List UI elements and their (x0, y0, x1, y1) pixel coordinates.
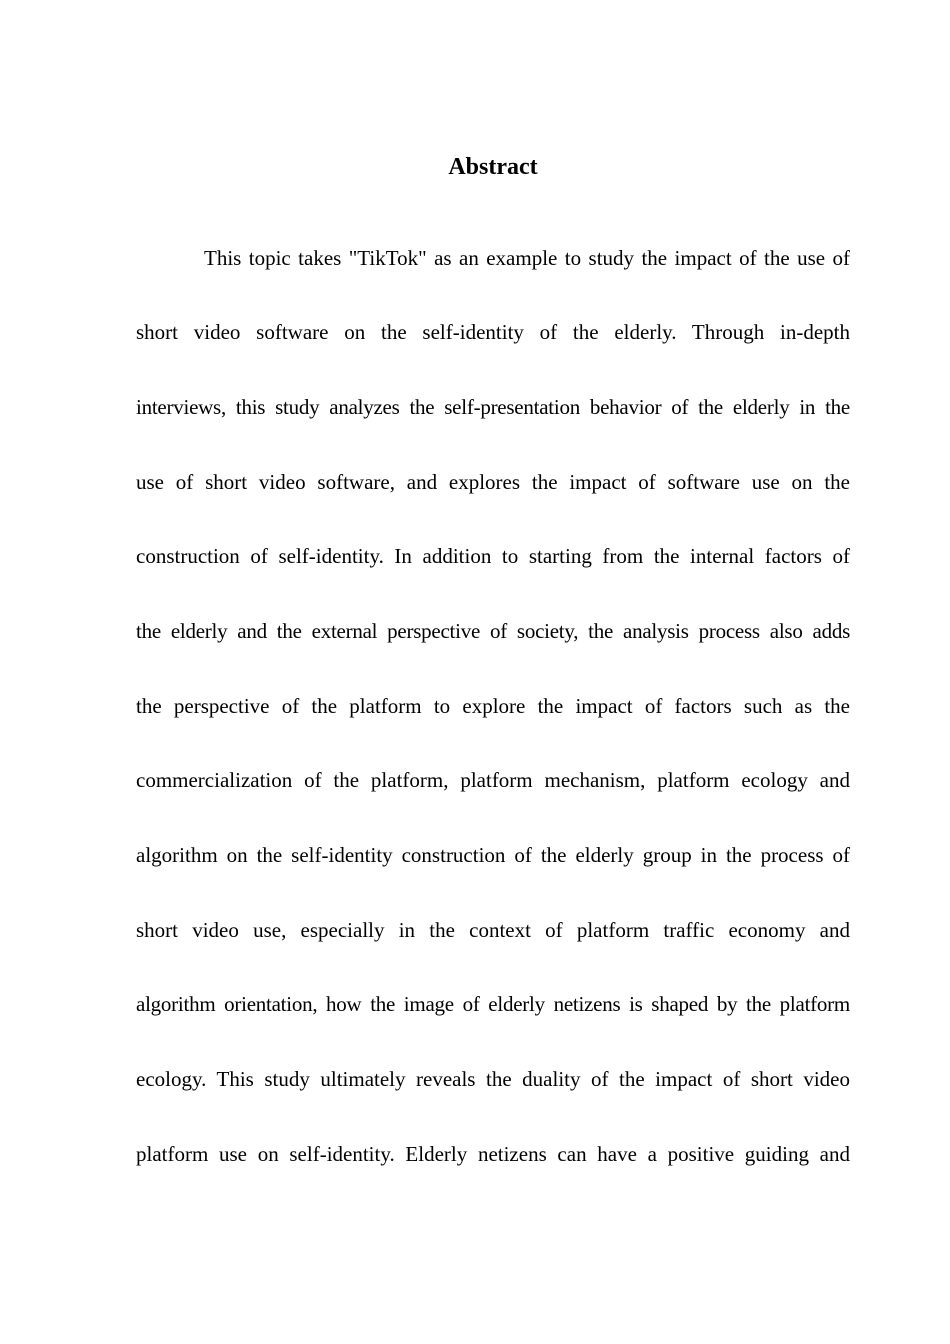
abstract-line-8: commercialization of the platform, platform mechanism, platform ecology and (136, 768, 850, 792)
abstract-line-4: use of short video software, and explores the impact of software use on the (136, 470, 850, 494)
abstract-line-6: the elderly and the external perspective of society, the analysis process also adds (136, 619, 850, 643)
abstract-line-3: interviews, this study analyzes the self-presentation behavior of the elderly in the (136, 395, 850, 419)
abstract-line-2: short video software on the self-identity of the elderly. Through in-depth (136, 320, 850, 344)
abstract-line-13: platform use on self-identity. Elderly netizens can have a positive guiding and (136, 1142, 850, 1166)
abstract-line-12: ecology. This study ultimately reveals the duality of the impact of short video (136, 1067, 850, 1091)
abstract-line-9: algorithm on the self-identity construction of the elderly group in the process of (136, 843, 850, 867)
abstract-line-10: short video use, especially in the context of platform traffic economy and (136, 918, 850, 942)
abstract-line-11: algorithm orientation, how the image of elderly netizens is shaped by the platform (136, 992, 850, 1016)
abstract-line-5: construction of self-identity. In addition to starting from the internal factors of (136, 544, 850, 568)
abstract-heading: Abstract (448, 154, 538, 180)
abstract-line-1: This topic takes "TikTok" as an example to study the impact of the use of (204, 246, 850, 270)
abstract-line-7: the perspective of the platform to explore the impact of factors such as the (136, 694, 850, 718)
